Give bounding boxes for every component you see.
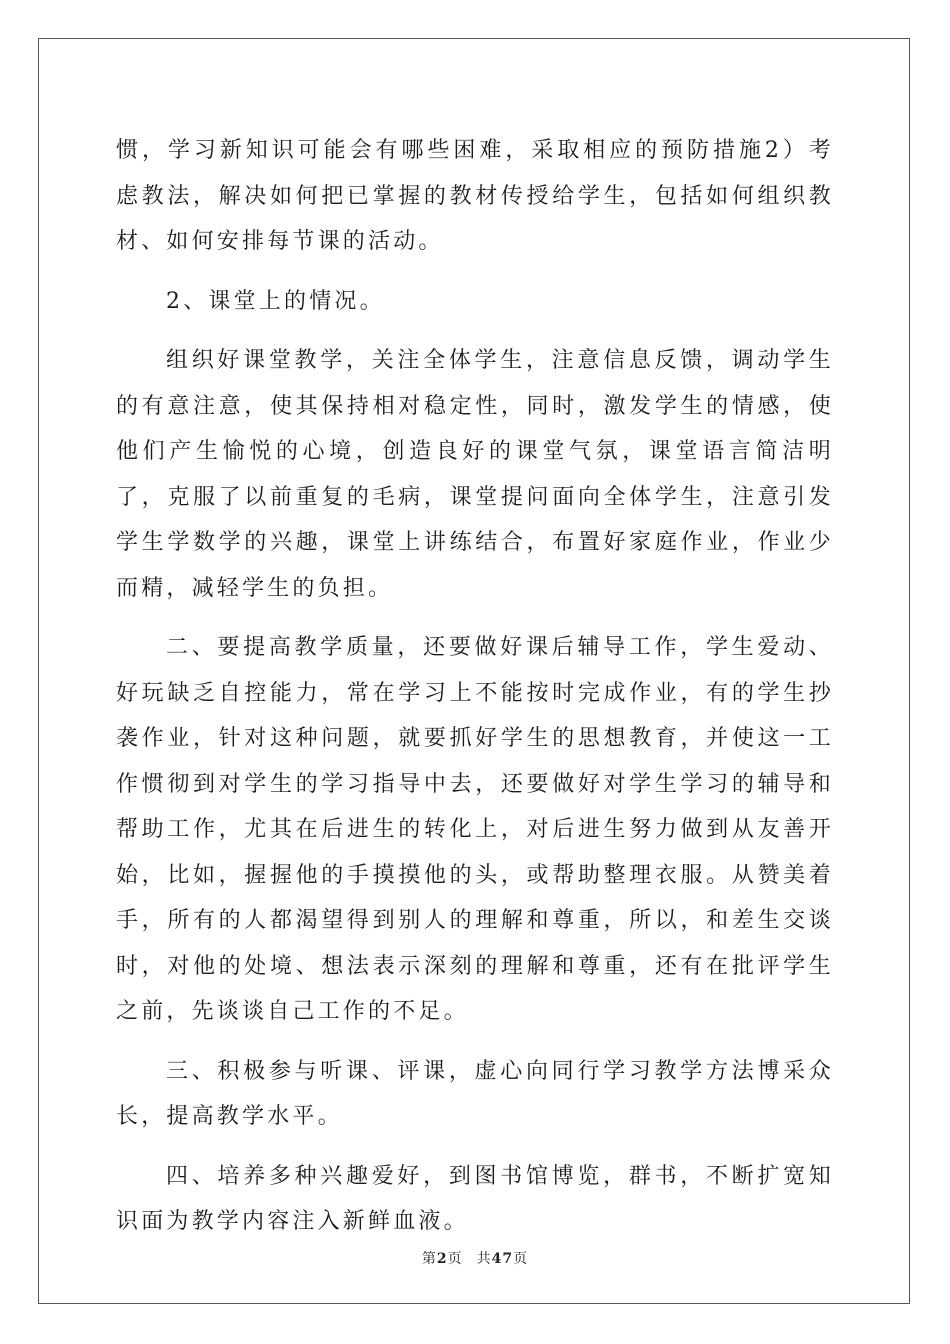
paragraph-5: 三、积极参与听课、评课，虚心向同行学习教学方法博采众长，提高教学水平。 <box>116 1058 834 1129</box>
paragraph-3: 组织好课堂教学，关注全体学生，注意信息反馈，调动学生的有意注意，使其保持相对稳定性，同时，激发学生的情感，使他们产生愉悦的心境，创造良好的课堂气氛，课堂语言简洁明了，克服了以前重复的毛病，课堂提问面向全体学生，注意引发学生学数学的兴趣，课堂上讲练结合，布置好家庭作业，作业少而精，减轻学生的负担。 <box>116 348 834 601</box>
page-prefix: 第 <box>421 1251 437 1267</box>
page-number: 2 <box>436 1251 448 1267</box>
total-suffix: 页 <box>513 1251 529 1267</box>
paragraph-6: 四、培养多种兴趣爱好，到图书馆博览，群书，不断扩宽知识面为教学内容注入新鲜血液。 <box>116 1163 834 1234</box>
page-suffix: 页 <box>447 1251 463 1267</box>
total-prefix: 共 <box>476 1251 492 1267</box>
total-pages: 47 <box>491 1251 514 1267</box>
page-footer <box>0 1248 950 1268</box>
paragraph-1: 惯，学习新知识可能会有哪些困难，采取相应的预防措施2）考虑教法，解决如何把已掌握的教材传授给学生，包括如何组织教材、如何安排每节课的活动。 <box>116 138 834 254</box>
paragraph-4: 二、要提高教学质量，还要做好课后辅导工作，学生爱动、好玩缺乏自控能力，常在学习上不能按时完成作业，有的学生抄袭作业，针对这种问题，就要抓好学生的思想教育，并使这一工作惯彻到对学生的学习指导中去，还要做好对学生学习的辅导和帮助工作，尤其在后进生的转化上，对后进生努力做到从友善开始，比如，握握他的手摸摸他的头，或帮助整理衣服。从赞美着手，所有的人都渴望得到别人的理解和尊重，所以，和差生交谈时，对他的处境、想法表示深刻的理解和尊重，还有在批评学生之前，先谈谈自己工作的不足。 <box>116 635 834 1024</box>
document-body <box>116 128 834 1245</box>
paragraph-2: 2、课堂上的情况。 <box>166 288 385 314</box>
